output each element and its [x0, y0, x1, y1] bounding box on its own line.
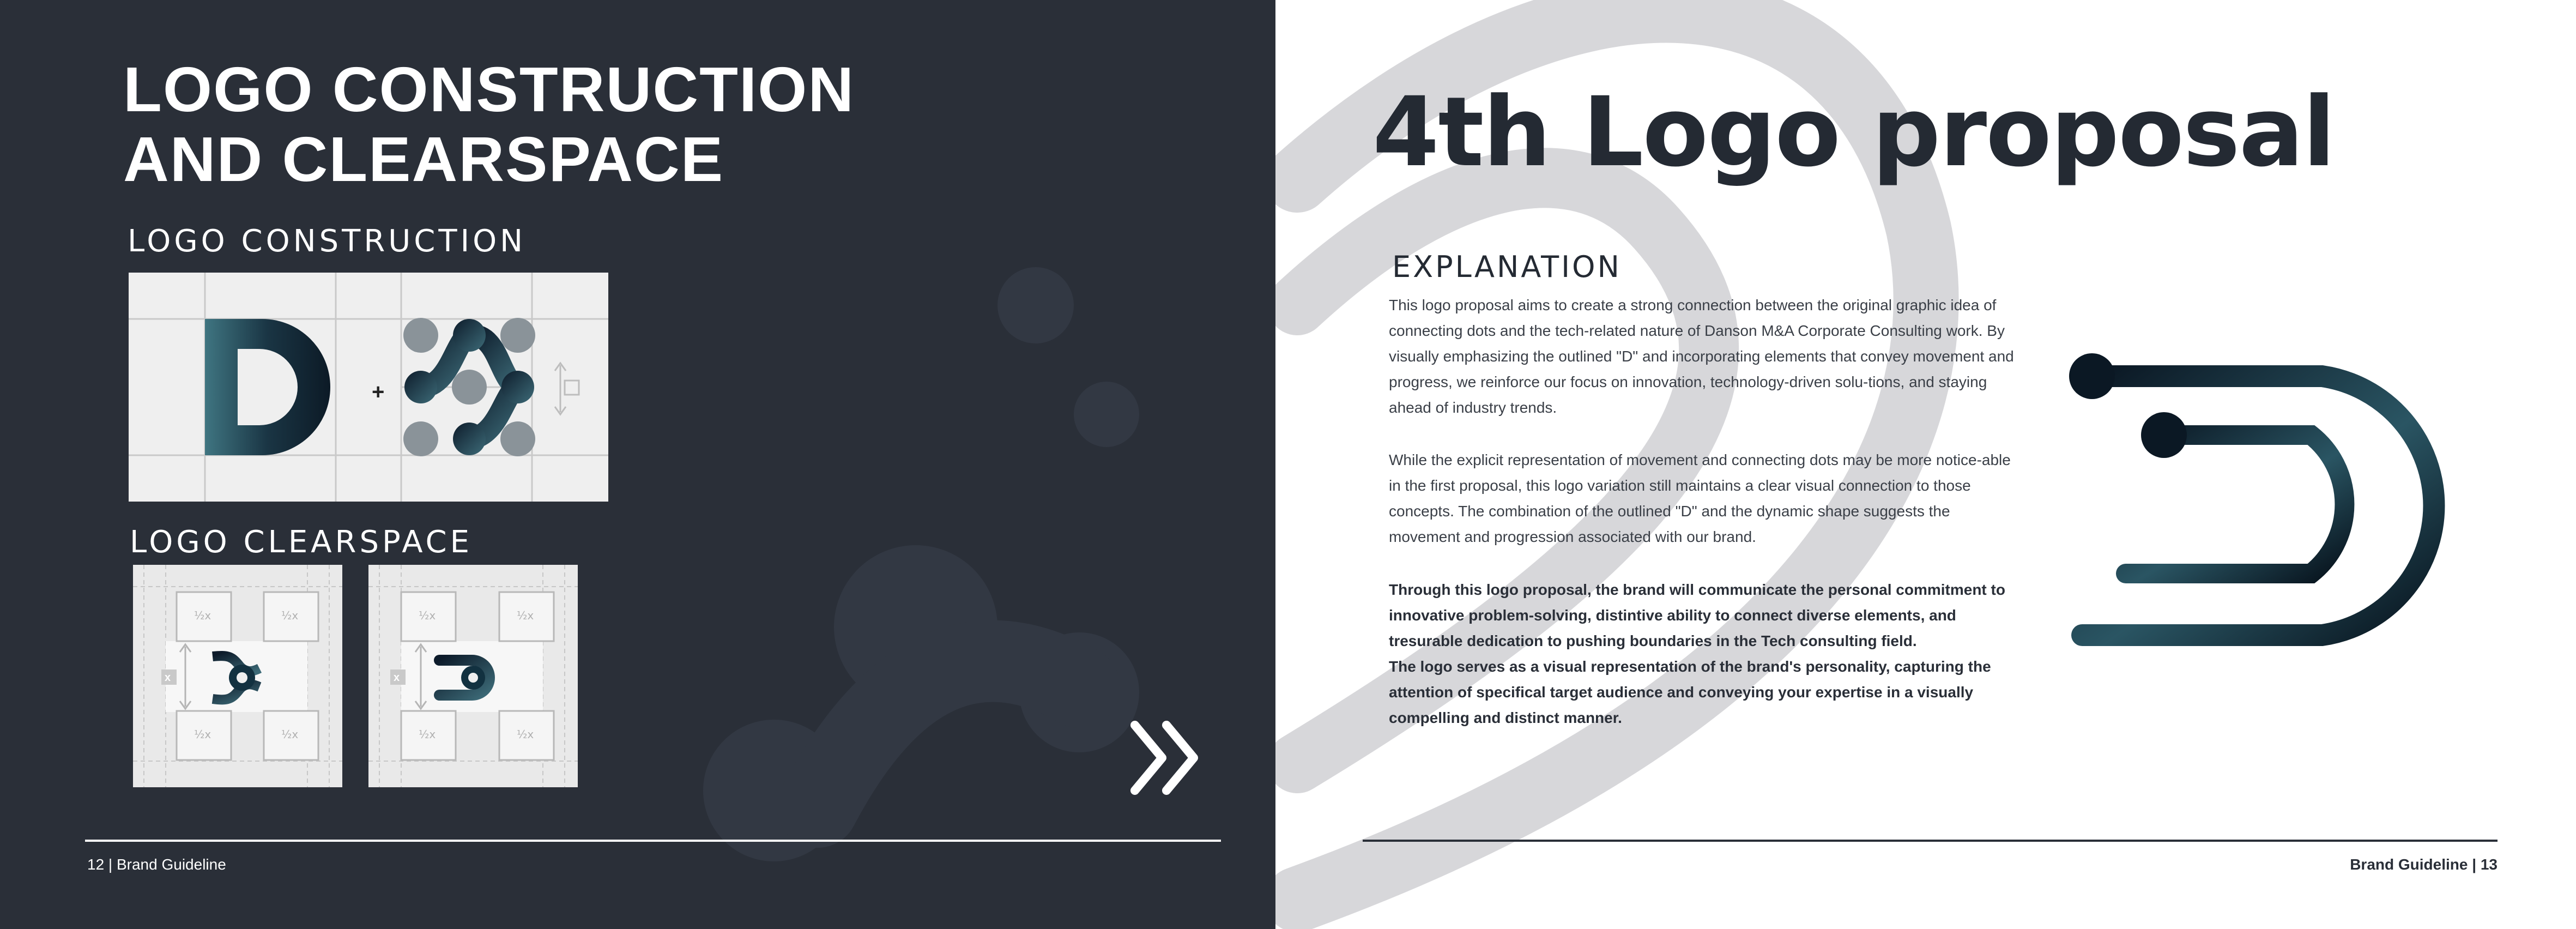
- proposal-logo-mark: [2060, 338, 2518, 654]
- explanation-heading: EXPLANATION: [1392, 250, 1622, 284]
- next-page-chevrons-icon[interactable]: [1124, 714, 1211, 801]
- svg-text:x: x: [165, 672, 171, 684]
- svg-text:½x: ½x: [419, 728, 436, 741]
- svg-text:x: x: [394, 672, 400, 684]
- footer-divider-right: [1363, 840, 2498, 842]
- page-title: [123, 55, 886, 194]
- left-page: [0, 0, 1275, 929]
- svg-text:½x: ½x: [517, 728, 534, 741]
- connecting-dots-icon: [403, 318, 535, 456]
- explanation-paragraph-1: This logo proposal aims to create a strong connection between the original graphic idea of connecting dots and the tech-related nature of Danson M&A Corporate Consulting work. By visually emphasizing the outlined "D" and incorporating elements that convey movement and progress, we reinforce our focus on innovation, technology-driven solu-tions, and staying ahead of industry trends.: [1389, 297, 2014, 416]
- footer-left: 12 | Brand Guideline: [87, 856, 226, 873]
- svg-text:½x: ½x: [281, 609, 299, 622]
- footer-divider: [85, 840, 1221, 842]
- proposal-title: 4th Logo proposal: [1372, 76, 2335, 188]
- construction-heading: LOGO CONSTRUCTION: [128, 224, 527, 259]
- footer-right: Brand Guideline | 13: [2350, 856, 2498, 873]
- svg-text:½x: ½x: [194, 609, 211, 622]
- svg-text:½x: ½x: [517, 609, 534, 622]
- logo-construction-diagram: [129, 273, 608, 502]
- title-line-1: LOGO CONSTRUCTION: [123, 54, 855, 125]
- svg-text:½x: ½x: [194, 728, 211, 741]
- clearspace-heading: LOGO CLEARSPACE: [130, 524, 473, 560]
- clearspace-diagram-1: [133, 565, 342, 787]
- explanation-paragraph-2: While the explicit representation of movement and connecting dots may be more notice-able in the first proposal, this logo variation still maintains a clear visual connection to those concepts. The combination of the outlined "D" and the dynamic shape suggests the movement and progression associated with our brand.: [1389, 451, 2011, 545]
- svg-text:½x: ½x: [281, 728, 299, 741]
- explanation-paragraph-3: Through this logo proposal, the brand will communicate the personal commitment to innovative problem-solving, distintive ability to connect diverse elements, and tresurable dedication to pushing boundaries in the Tech consulting field. The logo serves as a visual representation of the brand's personality, capturing the attention of specifical target audience and conveying your expertise in a visually compelling and distinct manner.: [1389, 581, 2005, 726]
- title-line-2: AND CLEARSPACE: [123, 124, 724, 195]
- clearspace-diagram-2: [368, 565, 578, 787]
- construction-plus: +: [372, 380, 385, 404]
- svg-text:½x: ½x: [419, 609, 436, 622]
